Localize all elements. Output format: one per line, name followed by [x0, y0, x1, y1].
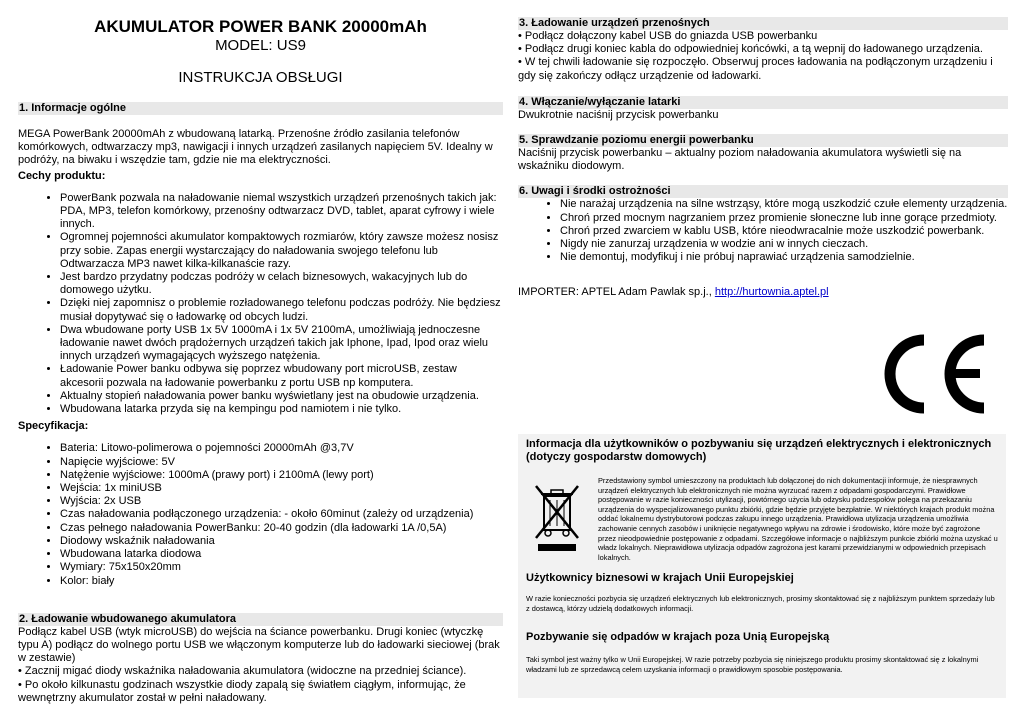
ce-mark-icon [872, 332, 994, 416]
list-item: • Wbudowana latarka diodowa [60, 548, 503, 561]
list-item: • Diodowy wskaźnik naładowania [60, 535, 503, 548]
list-item: • Natężenie wyjściowe: 1000mA (prawy port) i 2100mA (lewy port) [60, 469, 503, 482]
list-item: • Bateria: Litowo-polimerowa o pojemności 20000mAh @3,7V [60, 442, 503, 455]
doc-model: MODEL: US9 [215, 37, 306, 54]
weee-outside-title: Pozbywanie się odpadów w krajach poza Unią Europejską [526, 631, 830, 643]
weee-outside-body: Taki symbol jest ważny tylko w Unii Europejskej. W razie potrzeby pozbycia się niniejszego produktu prosimy skontaktować się z lokalnymi władzami lub ze sprzedawcą celem uzyskania informacji o prawidłowym sposobie postępowania. [526, 655, 979, 674]
list-item: • Nie narażaj urządzenia na silne wstrząsy, które mogą uszkodzić czułe elementy urządzenia. [560, 198, 1008, 211]
list-item: • Ładowanie Power banku odbywa się poprzez wbudowany port microUSB, zestaw akcesorii pozwala na ładowanie powerbanku z portu USB np komputera. [60, 363, 503, 389]
s2-line: • Po około kilkunastu godzinach wszystkie diody zapalą się światłem ciągłym, informując, że wewnętrzny akumulator został w pełni naładowany. [18, 678, 466, 704]
list-item: • Wbudowana latarka przyda się na kempingu pod namiotem i nie tylko. [60, 403, 503, 416]
right-column [518, 0, 1008, 300]
weee-body: Przedstawiony symbol umieszczony na produktach lub dołączonej do nich dokumentacji informuje, że niesprawnych urządzeń elektrycznych lub elektronicznych nie można wyrzucać razem z odpadami gospodarczymi. Prawidłowe postępowanie w razie konieczności utylizacji, powtórnego użycia lub odzysku podzespołów polega na przekazaniu urządzenia do wyspecjalizowanego punktu zbiórki, gdzie będzie przyjęte bezpłatnie. W niektórych krajach produkt można oddać lokalnemu dystrybutorowi podczas zakupu innego urządzenia. Prawidłowa utylizacja urządzenia umożliwia zachowanie cennych zasobów i uniknięcie negatywnego wpływu na zdrowie i środowisko, które może być zagrożone przez nieodpowiednie postępowanie z odpadami. Szczegółowe informacje o najbliższym punkcie zbiórki można uzyskać u władz lokalnych. Nieprawidłowa utylizacja odpadów zagrożona jest karami przewidzianymi w odpowiednich przepisach lokalnych. [598, 476, 998, 562]
list-item: • Aktualny stopień naładowania power banku wyświetlany jest na obudowie urządzenia. [60, 390, 503, 403]
weee-box [518, 434, 1006, 698]
s3-line: • W tej chwili ładowanie się rozpoczęło. Obserwuj proces ładowania na podłączonym urządzeniu i gdy się zakończy odłącz urządzenie od ładowarki. [518, 56, 993, 82]
section-6-heading: 6. Uwagi i środki ostrożności [518, 185, 1008, 198]
section-1-heading: 1. Informacje ogólne [18, 102, 503, 115]
s5-text: Naciśnij przycisk powerbanku – aktualny poziom naładowania akumulatora wyświetli się na wskaźniku diodowym. [518, 147, 962, 173]
list-item: • Chroń przed zwarciem w kablu USB, które nieodwracalnie może uszkodzić powerbank. [560, 225, 1008, 238]
list-item: • Wymiary: 75x150x20mm [60, 561, 503, 574]
weee-title: Informacja dla użytkowników o pozbywaniu się urządzeń elektrycznych i elektronicznych (dotyczy gospodarstw domowych) [526, 438, 992, 463]
features-label: Cechy produktu: [18, 169, 106, 182]
list-item: • Dwa wbudowane porty USB 1x 5V 1000mA i 1x 5V 2100mA, umożliwiają jednoczesne ładowanie nawet dwóch prądożernych urządzeń takich jak Iphone, Ipad, Ipod oraz wielu innych urządzeń wymagających wyższego natężenia. [60, 324, 503, 364]
list-item: • Czas naładowania podłączonego urządzenia: - około 60minut (zależy od urządzenia) [60, 508, 503, 521]
weee-business-title: Użytkownicy biznesowi w krajach Unii Europejskiej [526, 572, 794, 584]
section-4-heading: 4. Włączanie/wyłączanie latarki [518, 96, 1008, 109]
importer-link[interactable]: http://hurtownia.aptel.pl [714, 286, 829, 299]
list-item: • Wejścia: 1x miniUSB [60, 482, 503, 495]
s4-text: Dwukrotnie naciśnij przycisk powerbanku [518, 108, 719, 121]
features-list [18, 192, 503, 416]
list-item: • Kolor: biały [60, 575, 503, 588]
s3-line: • Podłącz drugi koniec kabla do odpowiedniej końcówki, a tą wepnij do ładowanego urządzenia. [518, 43, 983, 56]
doc-manual-title: INSTRUKCJA OBSŁUGI [178, 69, 343, 86]
list-item: • Napięcie wyjściowe: 5V [60, 456, 503, 469]
specs-list [18, 442, 503, 587]
doc-title: AKUMULATOR POWER BANK 20000mAh [94, 17, 427, 36]
list-item: • Nigdy nie zanurzaj urządzenia w wodzie ani w innych cieczach. [560, 238, 1008, 251]
s3-line: • Podłącz dołączony kabel USB do gniazda USB powerbanku [518, 30, 818, 42]
ce-mark [872, 332, 994, 416]
importer-label: IMPORTER: APTEL Adam Pawlak sp.j., [518, 286, 715, 299]
list-item: • Wyjścia: 2x USB [60, 495, 503, 508]
importer-line [518, 286, 1008, 299]
list-item: • Ogromnej pojemności akumulator kompaktowych rozmiarów, który zawsze możesz nosisz przy sobie. Zapas energii wystarczający do naładowania swojego telefonu lub Odtwarzacza MP3 nawet kilka-kilkanaście razy. [60, 231, 503, 271]
section-2-heading: 2. Ładowanie wbudowanego akumulatora [18, 613, 503, 626]
weee-business-body: W razie konieczności pozbycia się urządzeń elektrycznych lub elektronicznych, prosimy skontaktować się z najbliższym punktem sprzedaży lub z dostawcą, którzy udzielą dodatkowych informacji. [526, 594, 995, 613]
s2-line: Podłącz kabel USB (wtyk microUSB) do wejścia na ściance powerbanku. Drugi koniec (wtyczkę typu A) podłącz do wolnego portu USB we włączonym komputerze lub do ładowarki sieciowej (brak w zestawie) [18, 625, 500, 665]
list-item: • Jest bardzo przydatny podczas podróży w celach biznesowych, wakacyjnych lub do domowego użytku. [60, 271, 503, 297]
left-column [18, 0, 503, 705]
list-item: • Nie demontuj, modyfikuj i nie próbuj naprawiać urządzenia samodzielnie. [560, 251, 1008, 264]
s1-intro: MEGA PowerBank 20000mAh z wbudowaną latarką. Przenośne źródło zasilania telefonów komórkowych, odtwarzaczy mp3, nawigacji i innych urządzeń zasilanych napięciem 5V. Idealny w podróży, na biwaku i wszędzie tam, gdzie nie ma elektryczności. [18, 128, 493, 167]
precautions-list [518, 198, 1008, 264]
list-item: • Chroń przed mocnym nagrzaniem przez promienie słoneczne lub inne gorące przedmioty. [560, 212, 1008, 225]
section-3-heading: 3. Ładowanie urządzeń przenośnych [518, 17, 1008, 30]
list-item: • PowerBank pozwala na naładowanie niemal wszystkich urządzeń przenośnych takich jak: PDA, MP3, telefon komórkowy, przenośny odtwarzacz DVD, tablet, aparat cyfrowy i wiele innych. [60, 192, 503, 232]
specs-label: Specyfikacja: [18, 420, 89, 433]
list-item: • Czas pełnego naładowania PowerBanku: 20-40 godzin (dla ładowarki 1A /0,5A) [60, 522, 503, 535]
s2-line: • Zacznij migać diody wskaźnika naładowania akumulatora (widoczne na przedniej ściance). [18, 665, 467, 678]
list-item: • Dzięki niej zapomnisz o problemie rozładowanego telefonu podczas podróży. Nie będziesz musiał dopytywać się o ładowarkę od obcych ludzi. [60, 297, 503, 323]
crossed-bin-icon [532, 482, 582, 554]
section-5-heading: 5. Sprawdzanie poziomu energii powerbanku [518, 134, 1008, 147]
